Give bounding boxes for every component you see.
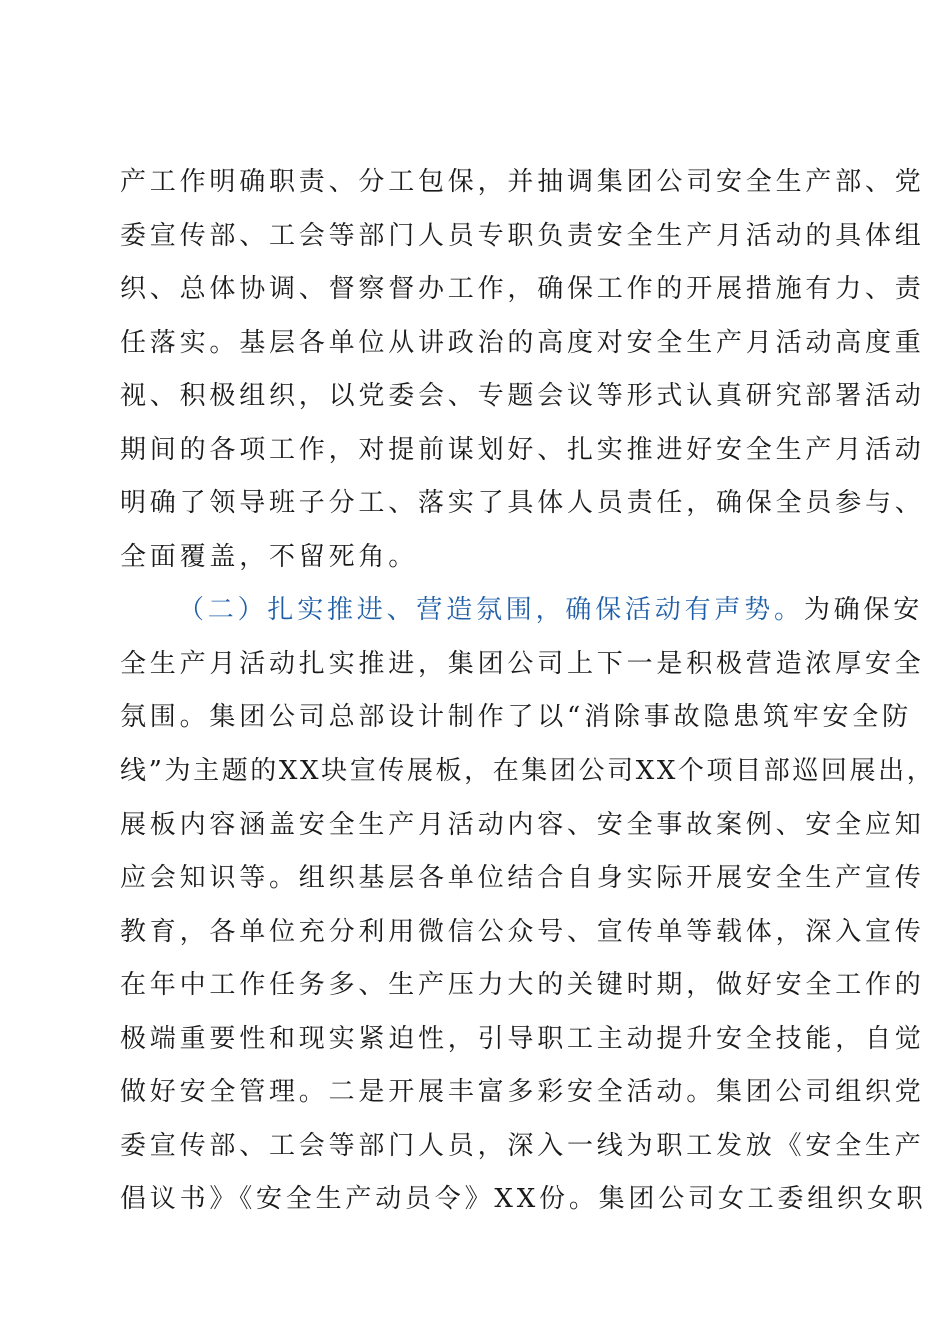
body-text <box>120 156 936 1227</box>
paragraph-line: 视、积极组织，以党委会、专题会议等形式认真研究部署活动 <box>120 381 925 412</box>
paragraph-line: 应会知识等。组织基层各单位结合自身实际开展安全生产宣传 <box>120 863 925 894</box>
section-heading-tail: 为确保安 <box>803 595 924 626</box>
paragraph-line: 期间的各项工作，对提前谋划好、扎实推进好安全生产月活动 <box>120 434 925 465</box>
paragraph-line: 任落实。基层各单位从讲政治的高度对安全生产月活动高度重 <box>120 327 925 358</box>
paragraph-line: 产工作明确职责、分工包保，并抽调集团公司安全生产部、党 <box>120 167 925 197</box>
paragraph-line: 全面覆盖，不留死角。 <box>120 541 419 572</box>
paragraph-line: 线”为主题的XX块宣传展板，在集团公司XX个项目部巡回展出， <box>120 756 936 787</box>
paragraph-line: 在年中工作任务多、生产压力大的关键时期，做好安全工作的 <box>120 970 925 1001</box>
paragraph-line: 氛围。集团公司总部设计制作了以“消除事故隐患筑牢安全防 <box>120 702 912 733</box>
paragraph-line: 极端重要性和现实紧迫性，引导职工主动提升安全技能，自觉 <box>120 1023 925 1054</box>
paragraph-line: 全生产月活动扎实推进，集团公司上下一是积极营造浓厚安全 <box>120 648 925 679</box>
paragraph-line: 委宣传部、工会等部门人员，深入一线为职工发放《安全生产 <box>120 1130 925 1161</box>
paragraph-line: 委宣传部、工会等部门人员专职负责安全生产月活动的具体组 <box>120 220 925 251</box>
paragraph-line: 倡议书》《安全生产动员令》XX份。集团公司女工委组织女职 <box>120 1184 927 1215</box>
paragraph-line: 明确了领导班子分工、落实了具体人员责任，确保全员参与、 <box>120 488 925 519</box>
paragraph-line: 展板内容涵盖安全生产月活动内容、安全事故案例、安全应知 <box>120 809 925 840</box>
paragraph-line: 教育，各单位充分利用微信公众号、宣传单等载体，深入宣传 <box>120 916 925 947</box>
section-heading-line <box>120 584 924 638</box>
paragraph-line: 织、总体协调、督察督办工作，确保工作的开展措施有力、责 <box>120 274 925 305</box>
paragraph-line: 做好安全管理。二是开展丰富多彩安全活动。集团公司组织党 <box>120 1077 925 1108</box>
section-heading: （二）扎实推进、营造氛围，确保活动有声势。 <box>178 595 804 626</box>
